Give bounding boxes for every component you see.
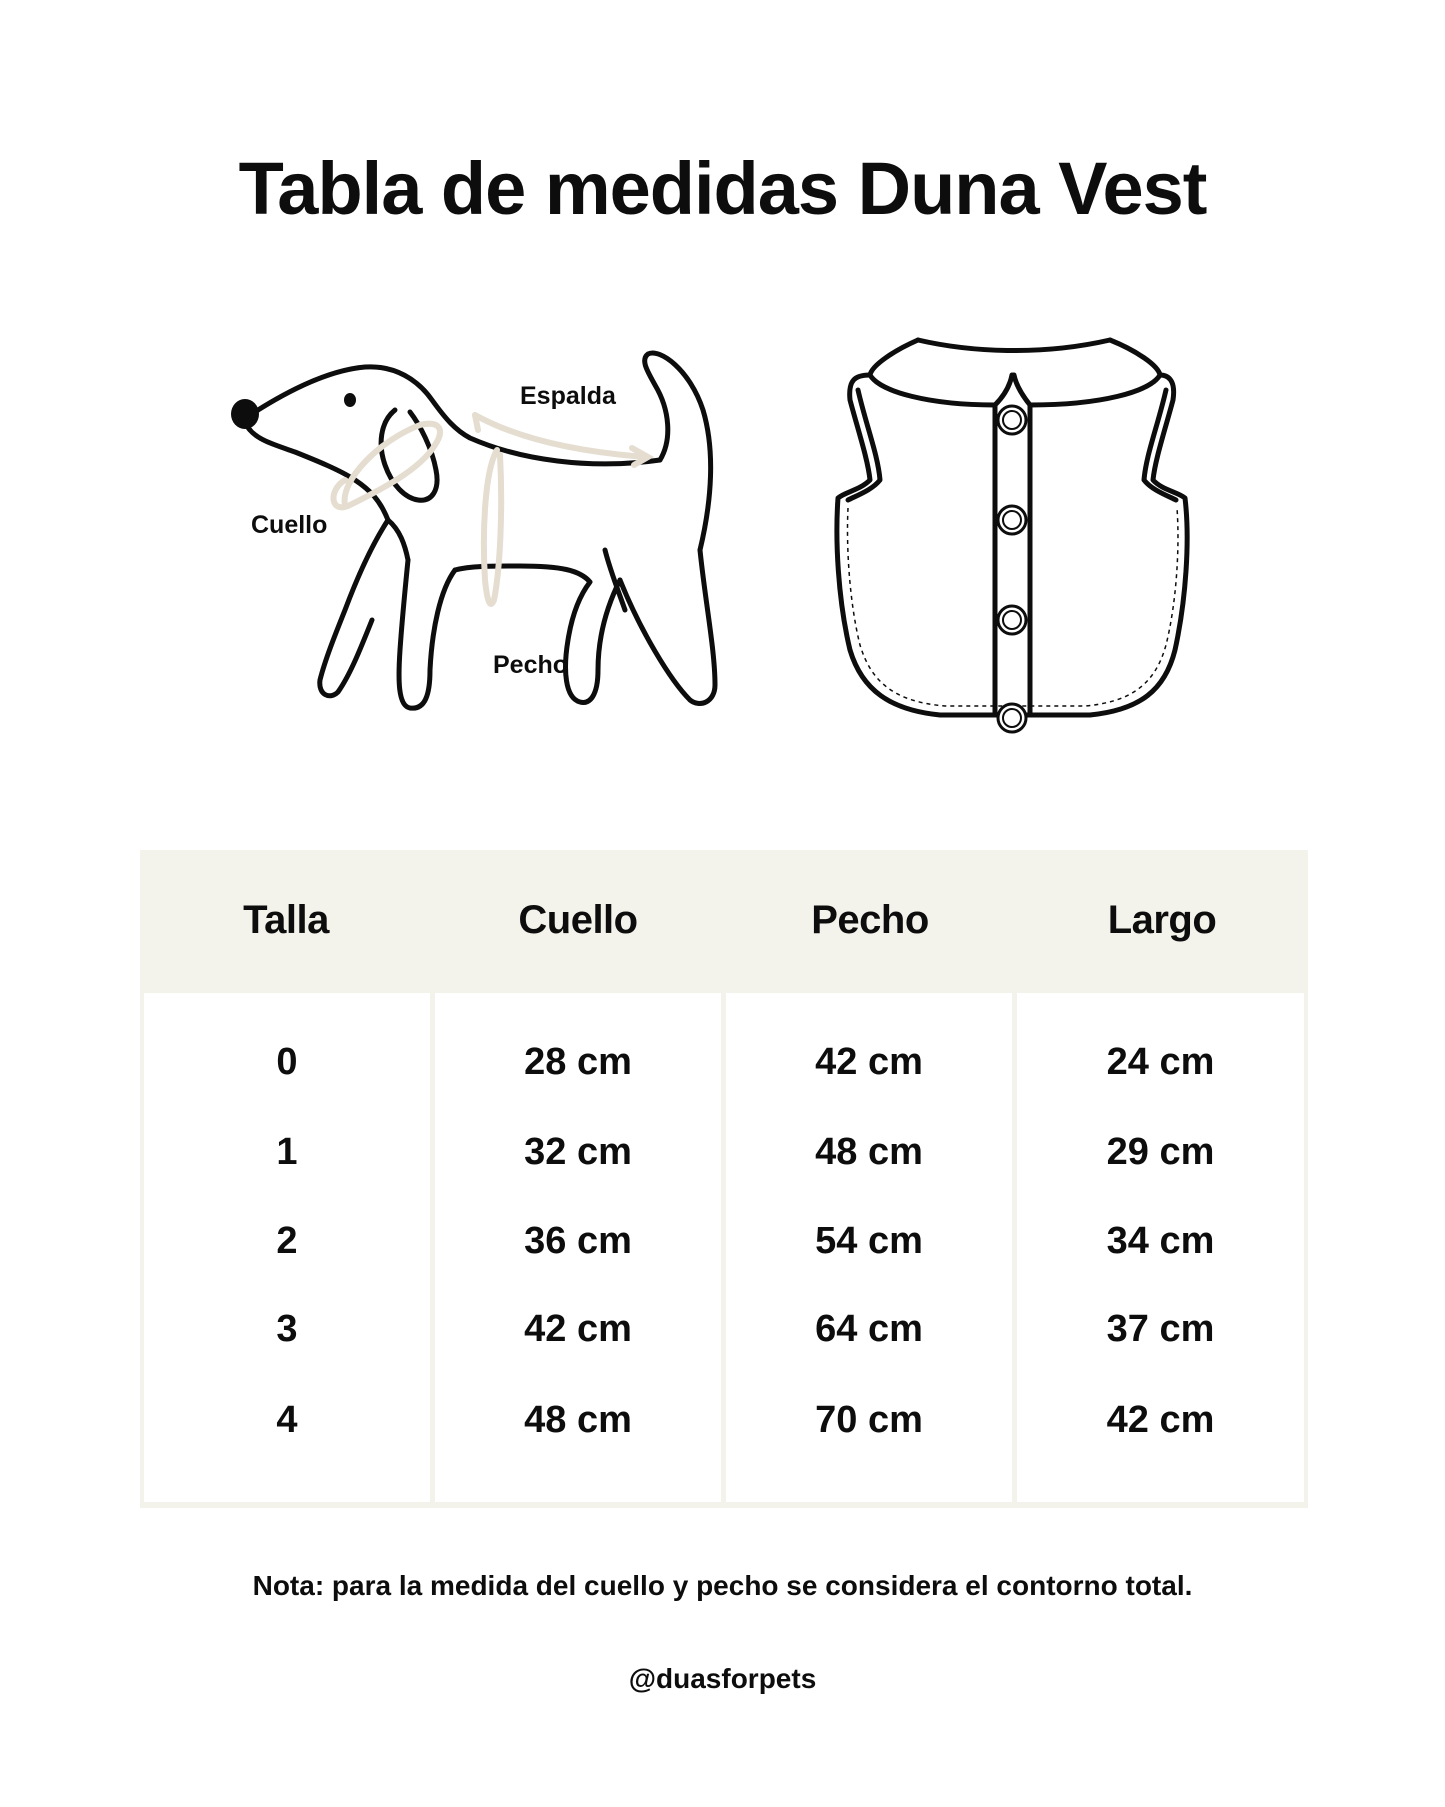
table-cell: 42 cm [1106,1399,1215,1441]
illustrations-svg [0,330,1445,810]
button-icon [998,606,1026,634]
label-espalda: Espalda [520,382,616,410]
table-cell: 48 cm [815,1131,923,1173]
table-cell: 34 cm [1106,1220,1215,1262]
table-cell: 0 [276,1041,298,1083]
page-title: Tabla de medidas Duna Vest [238,147,1207,230]
button-icon [998,506,1026,534]
table-cell: 42 cm [815,1041,923,1083]
table-cell: 29 cm [1106,1131,1215,1173]
table-cell: 28 cm [524,1041,632,1083]
size-table [140,850,1308,1508]
table-cell: 64 cm [815,1308,923,1350]
table-cell: 1 [276,1131,298,1173]
table-cell: 48 cm [524,1399,632,1441]
table-cell: 42 cm [524,1308,632,1350]
table-cell: 3 [276,1308,298,1350]
table-cell: 54 cm [815,1220,923,1262]
header-pecho: Pecho [811,898,929,942]
header-largo: Largo [1107,898,1217,942]
table-header [140,850,1308,990]
chest-measure-line [484,450,501,604]
table-cell: 32 cm [524,1131,632,1173]
button-icon [998,406,1026,434]
table-cell: 4 [276,1399,298,1441]
header-talla: Talla [243,898,329,942]
label-pecho: Pecho [493,651,569,679]
measurement-note: Nota: para la medida del cuello y pecho se considera el contorno total. [252,1570,1193,1601]
table-cell: 24 cm [1106,1041,1215,1083]
social-handle: @duasforpets [628,1663,817,1694]
table-column-cuello [435,993,721,1502]
table-cell: 70 cm [815,1399,923,1441]
label-cuello: Cuello [251,511,328,539]
table-cell: 37 cm [1106,1308,1215,1350]
measurement-illustrations [0,330,1445,810]
button-icon [998,704,1026,732]
table-column-talla [144,993,430,1502]
table-cell: 36 cm [524,1220,632,1262]
header-cuello: Cuello [518,898,638,942]
dog-eye-icon [344,393,356,407]
table-cell: 2 [276,1220,298,1262]
dog-nose-icon [231,399,259,429]
table-column-pecho [726,993,1012,1502]
table-column-largo [1017,993,1304,1502]
vest-buttons [998,406,1026,732]
